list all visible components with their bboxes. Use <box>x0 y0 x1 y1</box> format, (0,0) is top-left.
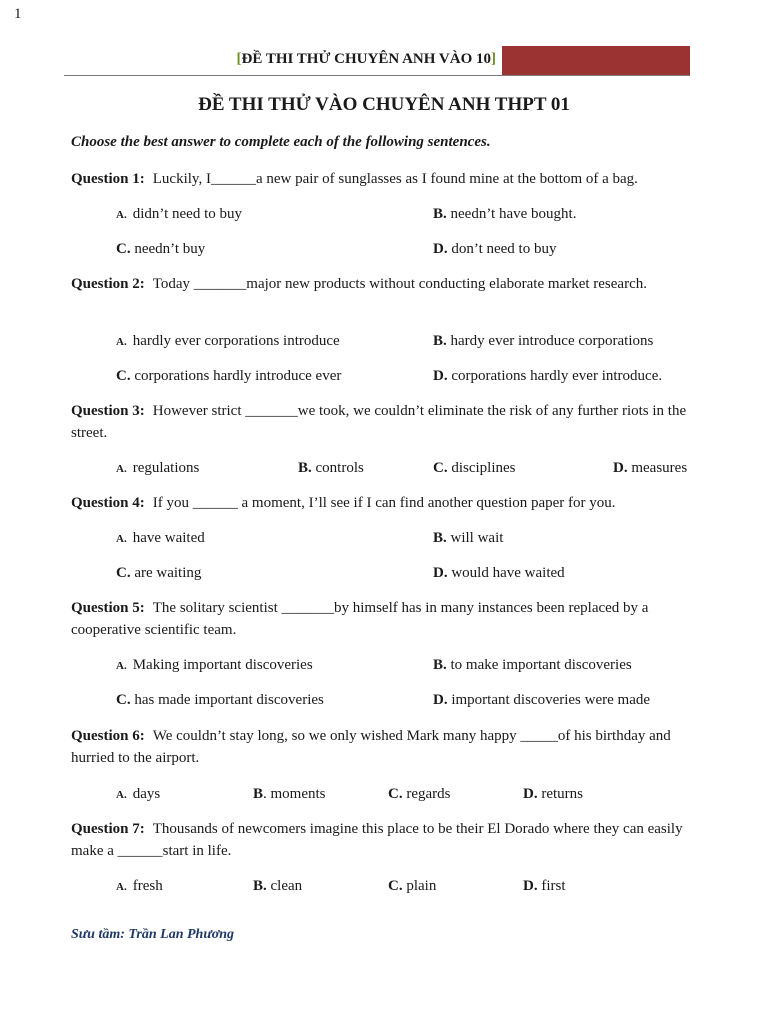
option-text: hardly ever corporations introduce <box>132 333 340 349</box>
q5-option-d[interactable] <box>433 689 650 711</box>
option-letter: A. <box>116 789 127 801</box>
option-letter: A. <box>116 209 127 221</box>
option-letter: D. <box>523 878 538 894</box>
option-letter: A. <box>116 660 127 672</box>
option-letter: C. <box>388 786 403 802</box>
option-text: will wait <box>450 530 504 546</box>
question-label: Question 3: <box>71 403 145 419</box>
option-text: . moments <box>263 786 326 802</box>
option-text: corporations hardly ever introduce. <box>451 368 663 384</box>
q3-option-b[interactable] <box>298 457 364 479</box>
option-letter: D. <box>433 565 448 581</box>
option-text: hardy ever introduce corporations <box>450 333 654 349</box>
q1-option-a[interactable] <box>116 203 242 226</box>
question-text: Today _______major new products without conducting elaborate market research. <box>152 276 647 292</box>
question-label: Question 5: <box>71 600 145 616</box>
header-rule <box>64 75 690 76</box>
option-text: controls <box>315 460 364 476</box>
question-5 <box>71 597 696 641</box>
header-accent-bar <box>502 46 690 75</box>
q6-option-a[interactable] <box>116 783 160 806</box>
question-label: Question 6: <box>71 728 145 744</box>
header-open-bracket: [ <box>236 51 242 67</box>
question-text: Luckily, I______a new pair of sunglasses as I found mine at the bottom of a bag. <box>152 171 638 187</box>
option-text: to make important discoveries <box>450 657 632 673</box>
q6-option-b[interactable] <box>253 783 326 805</box>
q3-option-d[interactable] <box>613 457 687 479</box>
q1-option-c[interactable] <box>116 238 205 260</box>
credit-line: Sưu tầm: Trần Lan Phương <box>71 927 235 942</box>
instructions: Choose the best answer to complete each of the following sentences. <box>71 134 491 150</box>
option-text: have waited <box>132 530 205 546</box>
q3-option-a[interactable] <box>116 457 199 480</box>
option-letter: C. <box>433 460 448 476</box>
option-text: has made important discoveries <box>134 692 324 708</box>
q1-option-d[interactable] <box>433 238 556 260</box>
question-2 <box>71 273 696 295</box>
option-letter: C. <box>116 692 131 708</box>
option-text: fresh <box>132 878 163 894</box>
option-letter: A. <box>116 336 127 348</box>
q5-option-b[interactable] <box>433 654 632 676</box>
option-letter: B. <box>433 333 447 349</box>
q3-option-c[interactable] <box>433 457 516 479</box>
q4-option-b[interactable] <box>433 527 503 549</box>
header-title-text: ĐỀ THI THỬ CHUYÊN ANH VÀO 10 <box>241 51 491 67</box>
q4-option-d[interactable] <box>433 562 565 584</box>
option-letter: A. <box>116 881 127 893</box>
option-letter: B. <box>433 657 447 673</box>
question-text: Thousands of newcomers imagine this place to be their El Dorado where they can easily make a ______start in life. <box>71 821 683 859</box>
option-text: didn’t need to buy <box>132 206 242 222</box>
option-text: Making important discoveries <box>132 657 313 673</box>
header-close-bracket: ] <box>491 51 496 67</box>
page-number: 1 <box>14 6 22 22</box>
question-text: The solitary scientist _______by himself has in many instances been replaced by a cooperative scientific team. <box>71 600 649 638</box>
option-text: returns <box>541 786 583 802</box>
option-letter: B. <box>433 530 447 546</box>
option-letter: C. <box>116 565 131 581</box>
option-text: important discoveries were made <box>451 692 651 708</box>
option-letter: B. <box>298 460 312 476</box>
question-text: However strict _______we took, we couldn’t eliminate the risk of any further riots in the street. <box>71 403 687 441</box>
option-text: regulations <box>132 460 200 476</box>
option-text: disciplines <box>451 460 516 476</box>
option-letter: A. <box>116 463 127 475</box>
q7-option-b[interactable] <box>253 875 302 897</box>
q6-option-d[interactable] <box>523 783 583 805</box>
option-text: plain <box>406 878 437 894</box>
option-letter: D. <box>433 241 448 257</box>
option-text: regards <box>406 786 451 802</box>
option-text: measures <box>631 460 688 476</box>
option-letter: B <box>253 786 264 802</box>
q2-option-d[interactable] <box>433 365 662 387</box>
q4-option-c[interactable] <box>116 562 201 584</box>
option-letter: B. <box>433 206 447 222</box>
q7-option-a[interactable] <box>116 875 163 898</box>
option-letter: C. <box>116 241 131 257</box>
question-text: We couldn’t stay long, so we only wished Mark many happy _____of his birthday and hurried to the airport. <box>71 728 671 766</box>
main-title: ĐỀ THI THỬ VÀO CHUYÊN ANH THPT 01 <box>198 94 570 115</box>
question-7 <box>71 818 696 862</box>
q5-option-c[interactable] <box>116 689 324 711</box>
question-4 <box>71 492 696 514</box>
q4-option-a[interactable] <box>116 527 205 550</box>
question-label: Question 4: <box>71 495 145 511</box>
q6-option-c[interactable] <box>388 783 451 805</box>
question-label: Question 2: <box>71 276 145 292</box>
page-header <box>64 46 690 76</box>
option-text: corporations hardly introduce ever <box>134 368 342 384</box>
option-letter: C. <box>388 878 403 894</box>
option-text: are waiting <box>134 565 202 581</box>
header-title <box>64 51 496 68</box>
option-letter: D. <box>613 460 628 476</box>
q7-option-d[interactable] <box>523 875 566 897</box>
option-letter: D. <box>433 368 448 384</box>
option-letter: C. <box>116 368 131 384</box>
question-label: Question 1: <box>71 171 145 187</box>
question-text: If you ______ a moment, I’ll see if I can find another question paper for you. <box>152 495 616 511</box>
question-3 <box>71 400 696 444</box>
question-1 <box>71 168 696 190</box>
option-text: would have waited <box>451 565 565 581</box>
question-label: Question 7: <box>71 821 145 837</box>
option-text: needn’t buy <box>134 241 206 257</box>
option-text: clean <box>270 878 303 894</box>
q2-option-c[interactable] <box>116 365 341 387</box>
option-letter: B. <box>253 878 267 894</box>
q7-option-c[interactable] <box>388 875 436 897</box>
q1-option-b[interactable] <box>433 203 576 225</box>
option-text: don’t need to buy <box>451 241 557 257</box>
option-letter: A. <box>116 533 127 545</box>
option-letter: D. <box>433 692 448 708</box>
option-text: needn’t have bought. <box>450 206 577 222</box>
option-text: first <box>541 878 566 894</box>
question-6 <box>71 725 696 769</box>
q2-option-b[interactable] <box>433 330 653 352</box>
option-letter: D. <box>523 786 538 802</box>
q5-option-a[interactable] <box>116 654 313 677</box>
option-text: days <box>132 786 161 802</box>
q2-option-a[interactable] <box>116 330 340 353</box>
